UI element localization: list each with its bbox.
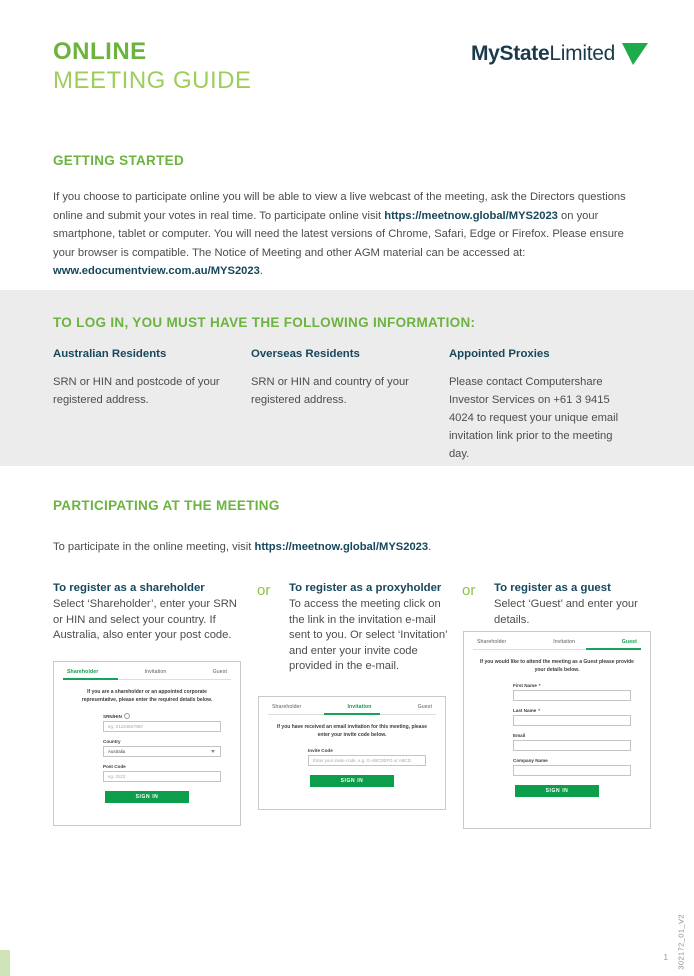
field-label-text: Company Name — [513, 758, 548, 763]
register-option-body: To access the meeting click on the link in the invitation e-mail sent to you. Or select ‘Invitation’ and enter your invite code provided in the e-mail. — [289, 598, 448, 672]
country-label — [103, 739, 221, 744]
getting-started-heading: GETTING STARTED — [53, 153, 184, 168]
participating-meetnow-link[interactable]: https://meetnow.global/MYS2023 — [254, 541, 429, 553]
srn-hin-label — [103, 713, 221, 719]
column-title: Australian Residents — [53, 348, 167, 360]
field-label-text: SRN/HIN — [103, 713, 122, 719]
register-option-title: To register as a shareholder — [53, 582, 205, 594]
login-requirements-heading: TO LOG IN, YOU MUST HAVE THE FOLLOWING INFORMATION: — [53, 315, 476, 330]
srn-hin-field-group — [103, 713, 221, 732]
getting-started-text-3: . — [259, 265, 263, 277]
column-title: Appointed Proxies — [448, 348, 550, 360]
form-description: If you are a shareholder or an appointed corporate representative, please enter the required details below. — [81, 689, 213, 703]
sign-in-button[interactable]: SIGN IN — [515, 785, 599, 797]
getting-started-text-2: on your smartphone, tablet or computer. You will need the latest versions of Chrome, Safari, Edge or Firefox. Please ensure your browser is compatible. The Notice of Meeting and other AGM material can be accessed at: — [53, 209, 624, 259]
field-label-text: First Name — [513, 683, 537, 688]
last-name-field-group — [513, 708, 631, 726]
email-input[interactable] — [513, 740, 631, 751]
active-tab-indicator — [586, 648, 641, 650]
tab-invitation[interactable]: Invitation — [347, 704, 372, 710]
tab-guest[interactable]: Guest — [212, 669, 227, 675]
column-body: SRN or HIN and country of your registered address. — [250, 376, 409, 406]
register-option-guest — [463, 580, 653, 628]
form-description: If you have received an email invitation for this meeting, please enter your invite code below. — [276, 724, 428, 738]
mystate-limited-logo — [471, 42, 648, 66]
last-name-input[interactable] — [513, 715, 631, 726]
invite-code-input[interactable]: Enter your invite code, e.g. G-ABCDEFG or ABCD — [308, 755, 426, 766]
logo-text-limited: Limited — [549, 42, 615, 65]
participating-text-2: . — [428, 541, 432, 553]
required-asterisk: * — [538, 708, 541, 713]
register-option-body: Select ‘Guest’ and enter your details. — [494, 598, 638, 626]
field-label-text: Country — [103, 739, 121, 744]
active-tab-indicator — [63, 678, 118, 680]
getting-started-paragraph — [53, 188, 647, 281]
tab-underline — [268, 714, 436, 715]
corner-registration-mark — [0, 950, 10, 976]
login-requirements-section — [0, 290, 694, 466]
tab-underline — [63, 679, 231, 680]
screenshot-guest-login — [463, 631, 651, 829]
screenshot-invitation-login — [258, 696, 446, 810]
page-title-line2: MEETING GUIDE — [53, 67, 252, 94]
country-selected-value: Australia — [108, 749, 126, 754]
active-tab-indicator — [324, 713, 379, 715]
green-triangle-logo-icon — [622, 43, 648, 65]
email-field-group — [513, 733, 631, 751]
form-description: If you would like to attend the meeting as a Guest please provide your details below. — [480, 659, 634, 673]
column-body: Please contact Computershare Investor Services on +61 3 9415 4024 to request your unique email invitation link prior to the meeting day. — [448, 376, 619, 460]
invite-code-label — [308, 748, 426, 753]
edocumentview-link[interactable]: www.edocumentview.com.au/MYS2023 — [53, 265, 260, 277]
company-name-label — [513, 758, 631, 763]
or-separator-2: or — [462, 582, 476, 599]
logo-text-state: State — [499, 42, 550, 65]
logo-text-my: My — [470, 42, 500, 65]
tab-shareholder[interactable]: Shareholder — [67, 669, 99, 675]
invite-code-field-group — [308, 748, 426, 766]
participating-heading: PARTICIPATING AT THE MEETING — [53, 498, 280, 513]
login-requirements-columns — [53, 348, 647, 463]
register-option-body: Select ‘Shareholder’, enter your SRN or HIN and select your country. If Australia, also enter your post code. — [53, 598, 237, 641]
getting-started-section — [53, 153, 647, 281]
first-name-input[interactable] — [513, 690, 631, 701]
tab-shareholder[interactable]: Shareholder — [477, 639, 507, 645]
tab-shareholder[interactable]: Shareholder — [272, 704, 302, 710]
info-icon[interactable] — [124, 713, 130, 719]
register-option-title: To register as a guest — [494, 582, 611, 594]
page-title — [53, 38, 252, 96]
country-select[interactable] — [103, 746, 221, 757]
post-code-field-group — [103, 764, 221, 782]
first-name-field-group — [513, 683, 631, 701]
logo-wordmark — [471, 42, 615, 66]
sign-in-button[interactable]: SIGN IN — [310, 775, 394, 787]
company-name-input[interactable] — [513, 765, 631, 776]
getting-started-text-1: If you choose to participate online you will be able to view a live webcast of the meeting, ask the Directors questions online and submit your votes in real time. To participate online visit — [53, 191, 626, 222]
meetnow-link[interactable]: https://meetnow.global/MYS2023 — [384, 209, 558, 222]
page-number: 1 — [663, 953, 668, 962]
tab-guest[interactable]: Guest — [621, 639, 637, 645]
register-option-shareholder — [53, 580, 243, 644]
participating-paragraph — [53, 538, 647, 557]
tab-invitation[interactable]: Invitation — [144, 669, 167, 675]
field-label-text: Post Code — [103, 764, 126, 769]
screenshot-shareholder-login — [53, 661, 241, 826]
or-separator-1: or — [257, 582, 271, 599]
field-label-text: Invite Code — [308, 748, 333, 753]
post-code-input[interactable]: eg. 0123 — [103, 771, 221, 782]
participating-section — [53, 498, 647, 557]
company-name-field-group — [513, 758, 631, 776]
login-column-australian-residents — [53, 348, 251, 463]
column-title: Overseas Residents — [250, 348, 360, 360]
tab-guest[interactable]: Guest — [417, 704, 432, 710]
login-column-appointed-proxies — [449, 348, 647, 463]
country-field-group — [103, 739, 221, 757]
page-header — [0, 0, 694, 140]
email-label — [513, 733, 631, 738]
page-title-line1: ONLINE — [53, 38, 147, 65]
register-option-title: To register as a proxyholder — [289, 582, 442, 594]
column-body: SRN or HIN and postcode of your registered address. — [53, 376, 220, 406]
required-asterisk: * — [538, 683, 541, 688]
last-name-label — [513, 708, 631, 713]
register-option-proxyholder — [258, 580, 448, 675]
first-name-label — [513, 683, 631, 688]
login-column-overseas-residents — [251, 348, 449, 463]
document-code: 302172_01_V2 — [677, 914, 686, 970]
srn-hin-input[interactable]: eg. X1234567890 — [103, 721, 221, 732]
participating-text-1: To participate in the online meeting, visit — [53, 541, 255, 553]
tab-underline — [473, 649, 641, 650]
field-label-text: Last Name — [513, 708, 537, 713]
post-code-label — [103, 764, 221, 769]
tab-invitation[interactable]: Invitation — [553, 639, 575, 645]
sign-in-button[interactable]: SIGN IN — [105, 791, 189, 803]
chevron-down-icon — [211, 750, 215, 753]
field-label-text: Email — [513, 733, 526, 738]
